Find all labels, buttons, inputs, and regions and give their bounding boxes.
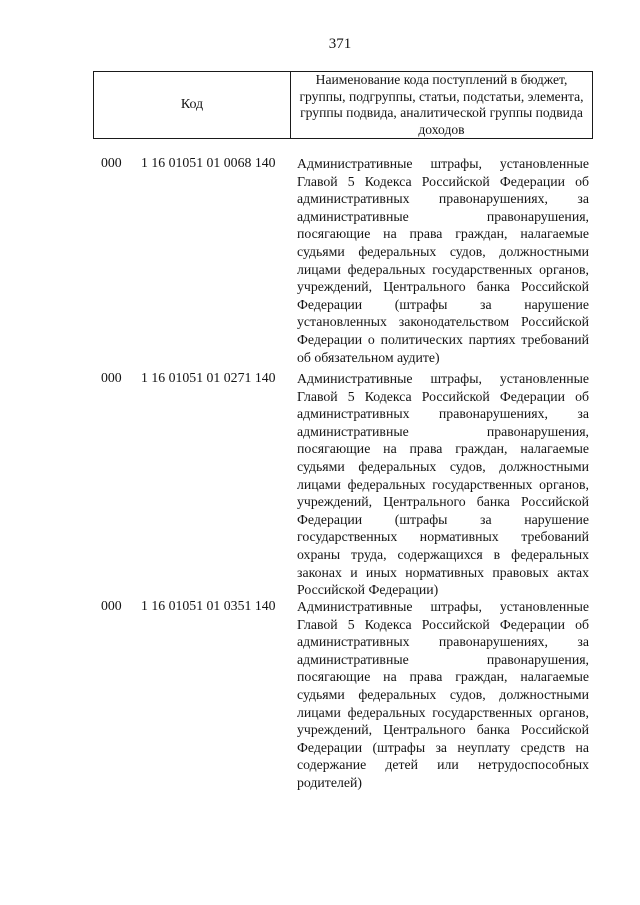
revenue-code: 1 16 01051 01 0271 140	[141, 370, 276, 385]
revenue-description: Административные штрафы, установленные Главой 5 Кодекса Российской Федерации об административных правонарушениях, за административные правонарушения, посягающие на права граждан, налагаемые судьями федеральных судов, должностными лицами федеральных государственных органов, учреждений, Центрального банка Российской Федерации (штрафы за нарушение установленных законодательством Российской Федерации о политических партиях требований об обязательном аудите)	[297, 156, 589, 365]
code-column-header: Код	[94, 72, 291, 138]
admin-code: 000	[101, 370, 122, 385]
admin-code: 000	[101, 598, 122, 613]
page-number: 371	[328, 36, 352, 52]
name-column-header: Наименование кода поступлений в бюджет, группы, подгруппы, статьи, подстатьи, элемента, группы подвида, аналитической группы подвида доходов	[299, 72, 584, 137]
table-header	[93, 71, 593, 139]
revenue-code: 1 16 01051 01 0068 140	[141, 155, 276, 170]
revenue-code: 1 16 01051 01 0351 140	[141, 598, 276, 613]
revenue-description: Административные штрафы, установленные Главой 5 Кодекса Российской Федерации об административных правонарушениях, за административные правонарушения, посягающие на права граждан, налагаемые судьями федеральных судов, должностными лицами федеральных государственных органов, учреждений, Центрального банка Российской Федерации (штрафы за нарушение государственных нормативных требований охраны труда, содержащихся в федеральных законах и иных нормативных правовых актах Российской Федерации)	[297, 371, 589, 598]
admin-code: 000	[101, 155, 122, 170]
revenue-description: Административные штрафы, установленные Главой 5 Кодекса Российской Федерации об административных правонарушениях, за административные правонарушения, посягающие на права граждан, налагаемые судьями федеральных судов, должностными лицами федеральных государственных органов, учреждений, Центрального банка Российской Федерации (штрафы за неуплату средств на содержание детей или нетрудоспособных родителей)	[297, 599, 589, 790]
